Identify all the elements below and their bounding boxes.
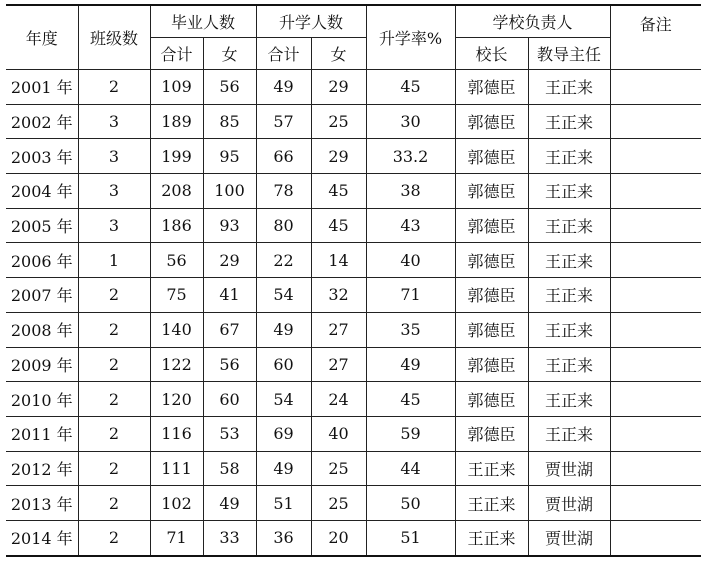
cell-grad-female: 85 [203, 104, 256, 139]
table-row [6, 139, 701, 174]
cell-dean: 王正来 [528, 312, 610, 347]
cell-grad-female: 33 [203, 520, 256, 555]
cell-remarks [610, 70, 701, 105]
cell-year: 2009 年 [6, 347, 78, 382]
cell-remarks [610, 139, 701, 174]
cell-dean: 王正来 [528, 278, 610, 313]
header-promoted: 升学人数 [256, 5, 366, 38]
cell-rate: 50 [366, 486, 455, 521]
cell-rate: 43 [366, 208, 455, 243]
cell-prom-female: 45 [311, 174, 366, 209]
cell-year: 2008 年 [6, 312, 78, 347]
header-rate: 升学率% [366, 5, 455, 70]
cell-grad-total: 208 [150, 174, 203, 209]
cell-classes: 2 [78, 486, 150, 521]
table-row [6, 70, 701, 105]
cell-dean: 贾世湖 [528, 520, 610, 555]
table-container [6, 4, 701, 557]
cell-principal: 王正来 [455, 451, 528, 486]
cell-rate: 59 [366, 416, 455, 451]
cell-dean: 王正来 [528, 243, 610, 278]
cell-year: 2011 年 [6, 416, 78, 451]
header-year: 年度 [6, 5, 78, 70]
cell-year: 2013 年 [6, 486, 78, 521]
header-row-1 [6, 5, 701, 38]
cell-classes: 2 [78, 416, 150, 451]
cell-prom-total: 54 [256, 278, 311, 313]
cell-prom-total: 22 [256, 243, 311, 278]
cell-remarks [610, 243, 701, 278]
table-row [6, 486, 701, 521]
cell-grad-total: 189 [150, 104, 203, 139]
cell-remarks [610, 174, 701, 209]
cell-grad-total: 186 [150, 208, 203, 243]
cell-dean: 王正来 [528, 104, 610, 139]
cell-prom-total: 49 [256, 451, 311, 486]
cell-year: 2014 年 [6, 520, 78, 555]
cell-principal: 王正来 [455, 486, 528, 521]
cell-classes: 2 [78, 347, 150, 382]
header-remarks: 备注 [610, 5, 701, 70]
cell-principal: 郭德臣 [455, 208, 528, 243]
cell-rate: 51 [366, 520, 455, 555]
cell-grad-total: 111 [150, 451, 203, 486]
cell-grad-total: 199 [150, 139, 203, 174]
cell-prom-female: 27 [311, 347, 366, 382]
cell-year: 2007 年 [6, 278, 78, 313]
cell-rate: 44 [366, 451, 455, 486]
cell-principal: 王正来 [455, 520, 528, 555]
cell-year: 2002 年 [6, 104, 78, 139]
cell-prom-total: 36 [256, 520, 311, 555]
cell-principal: 郭德臣 [455, 70, 528, 105]
cell-grad-total: 56 [150, 243, 203, 278]
cell-prom-female: 25 [311, 104, 366, 139]
cell-remarks [610, 486, 701, 521]
cell-principal: 郭德臣 [455, 174, 528, 209]
cell-prom-female: 45 [311, 208, 366, 243]
cell-classes: 2 [78, 312, 150, 347]
cell-prom-total: 60 [256, 347, 311, 382]
table-row [6, 174, 701, 209]
cell-prom-female: 29 [311, 70, 366, 105]
cell-grad-female: 67 [203, 312, 256, 347]
cell-year: 2010 年 [6, 382, 78, 417]
table-row [6, 451, 701, 486]
cell-prom-female: 40 [311, 416, 366, 451]
cell-dean: 贾世湖 [528, 486, 610, 521]
cell-grad-total: 109 [150, 70, 203, 105]
cell-prom-female: 25 [311, 451, 366, 486]
cell-rate: 40 [366, 243, 455, 278]
cell-principal: 郭德臣 [455, 416, 528, 451]
cell-classes: 3 [78, 139, 150, 174]
cell-grad-female: 29 [203, 243, 256, 278]
cell-prom-female: 14 [311, 243, 366, 278]
header-leaders: 学校负责人 [455, 5, 610, 38]
cell-remarks [610, 382, 701, 417]
header-grad-total: 合计 [150, 38, 203, 70]
cell-remarks [610, 312, 701, 347]
cell-year: 2004 年 [6, 174, 78, 209]
cell-prom-total: 57 [256, 104, 311, 139]
cell-prom-total: 49 [256, 312, 311, 347]
header-classes: 班级数 [78, 5, 150, 70]
table-row [6, 312, 701, 347]
cell-remarks [610, 278, 701, 313]
cell-prom-female: 27 [311, 312, 366, 347]
graduation-table [6, 4, 701, 557]
table-row [6, 382, 701, 417]
cell-prom-total: 80 [256, 208, 311, 243]
cell-rate: 71 [366, 278, 455, 313]
cell-prom-total: 54 [256, 382, 311, 417]
cell-classes: 3 [78, 174, 150, 209]
cell-grad-female: 53 [203, 416, 256, 451]
cell-grad-female: 60 [203, 382, 256, 417]
cell-prom-female: 25 [311, 486, 366, 521]
header-prom-female: 女 [311, 38, 366, 70]
cell-grad-total: 71 [150, 520, 203, 555]
cell-grad-female: 56 [203, 347, 256, 382]
cell-principal: 郭德臣 [455, 278, 528, 313]
cell-grad-female: 41 [203, 278, 256, 313]
cell-principal: 郭德臣 [455, 382, 528, 417]
header-principal: 校长 [455, 38, 528, 70]
header-prom-total: 合计 [256, 38, 311, 70]
cell-rate: 35 [366, 312, 455, 347]
table-row [6, 520, 701, 555]
cell-principal: 郭德臣 [455, 347, 528, 382]
cell-year: 2012 年 [6, 451, 78, 486]
cell-year: 2006 年 [6, 243, 78, 278]
header-graduates: 毕业人数 [150, 5, 256, 38]
cell-year: 2005 年 [6, 208, 78, 243]
cell-prom-female: 32 [311, 278, 366, 313]
cell-year: 2003 年 [6, 139, 78, 174]
table-row [6, 347, 701, 382]
cell-remarks [610, 347, 701, 382]
header-dean: 教导主任 [528, 38, 610, 70]
cell-classes: 2 [78, 520, 150, 555]
cell-dean: 王正来 [528, 208, 610, 243]
cell-remarks [610, 520, 701, 555]
cell-remarks [610, 416, 701, 451]
table-row [6, 208, 701, 243]
cell-dean: 王正来 [528, 139, 610, 174]
cell-grad-total: 120 [150, 382, 203, 417]
cell-dean: 王正来 [528, 347, 610, 382]
cell-year: 2001 年 [6, 70, 78, 105]
cell-prom-female: 24 [311, 382, 366, 417]
cell-grad-female: 56 [203, 70, 256, 105]
cell-classes: 2 [78, 451, 150, 486]
cell-dean: 王正来 [528, 174, 610, 209]
table-row [6, 104, 701, 139]
cell-rate: 49 [366, 347, 455, 382]
cell-grad-total: 116 [150, 416, 203, 451]
cell-principal: 郭德臣 [455, 139, 528, 174]
cell-classes: 2 [78, 382, 150, 417]
cell-prom-female: 20 [311, 520, 366, 555]
cell-grad-total: 140 [150, 312, 203, 347]
cell-grad-female: 49 [203, 486, 256, 521]
cell-classes: 3 [78, 104, 150, 139]
cell-principal: 郭德臣 [455, 312, 528, 347]
cell-classes: 3 [78, 208, 150, 243]
cell-classes: 2 [78, 70, 150, 105]
cell-prom-total: 69 [256, 416, 311, 451]
table-row [6, 243, 701, 278]
cell-rate: 33.2 [366, 139, 455, 174]
cell-rate: 45 [366, 70, 455, 105]
cell-grad-total: 75 [150, 278, 203, 313]
cell-prom-total: 78 [256, 174, 311, 209]
cell-rate: 30 [366, 104, 455, 139]
cell-grad-female: 95 [203, 139, 256, 174]
cell-prom-total: 49 [256, 70, 311, 105]
cell-principal: 郭德臣 [455, 243, 528, 278]
cell-dean: 贾世湖 [528, 451, 610, 486]
cell-dean: 王正来 [528, 70, 610, 105]
cell-prom-female: 29 [311, 139, 366, 174]
cell-remarks [610, 104, 701, 139]
cell-grad-total: 102 [150, 486, 203, 521]
cell-grad-female: 58 [203, 451, 256, 486]
cell-dean: 王正来 [528, 416, 610, 451]
cell-principal: 郭德臣 [455, 104, 528, 139]
table-row [6, 416, 701, 451]
cell-remarks [610, 451, 701, 486]
table-row [6, 278, 701, 313]
cell-rate: 45 [366, 382, 455, 417]
cell-rate: 38 [366, 174, 455, 209]
cell-prom-total: 51 [256, 486, 311, 521]
cell-grad-female: 93 [203, 208, 256, 243]
cell-grad-female: 100 [203, 174, 256, 209]
cell-remarks [610, 208, 701, 243]
cell-dean: 王正来 [528, 382, 610, 417]
header-grad-female: 女 [203, 38, 256, 70]
cell-classes: 2 [78, 278, 150, 313]
cell-prom-total: 66 [256, 139, 311, 174]
cell-grad-total: 122 [150, 347, 203, 382]
cell-classes: 1 [78, 243, 150, 278]
